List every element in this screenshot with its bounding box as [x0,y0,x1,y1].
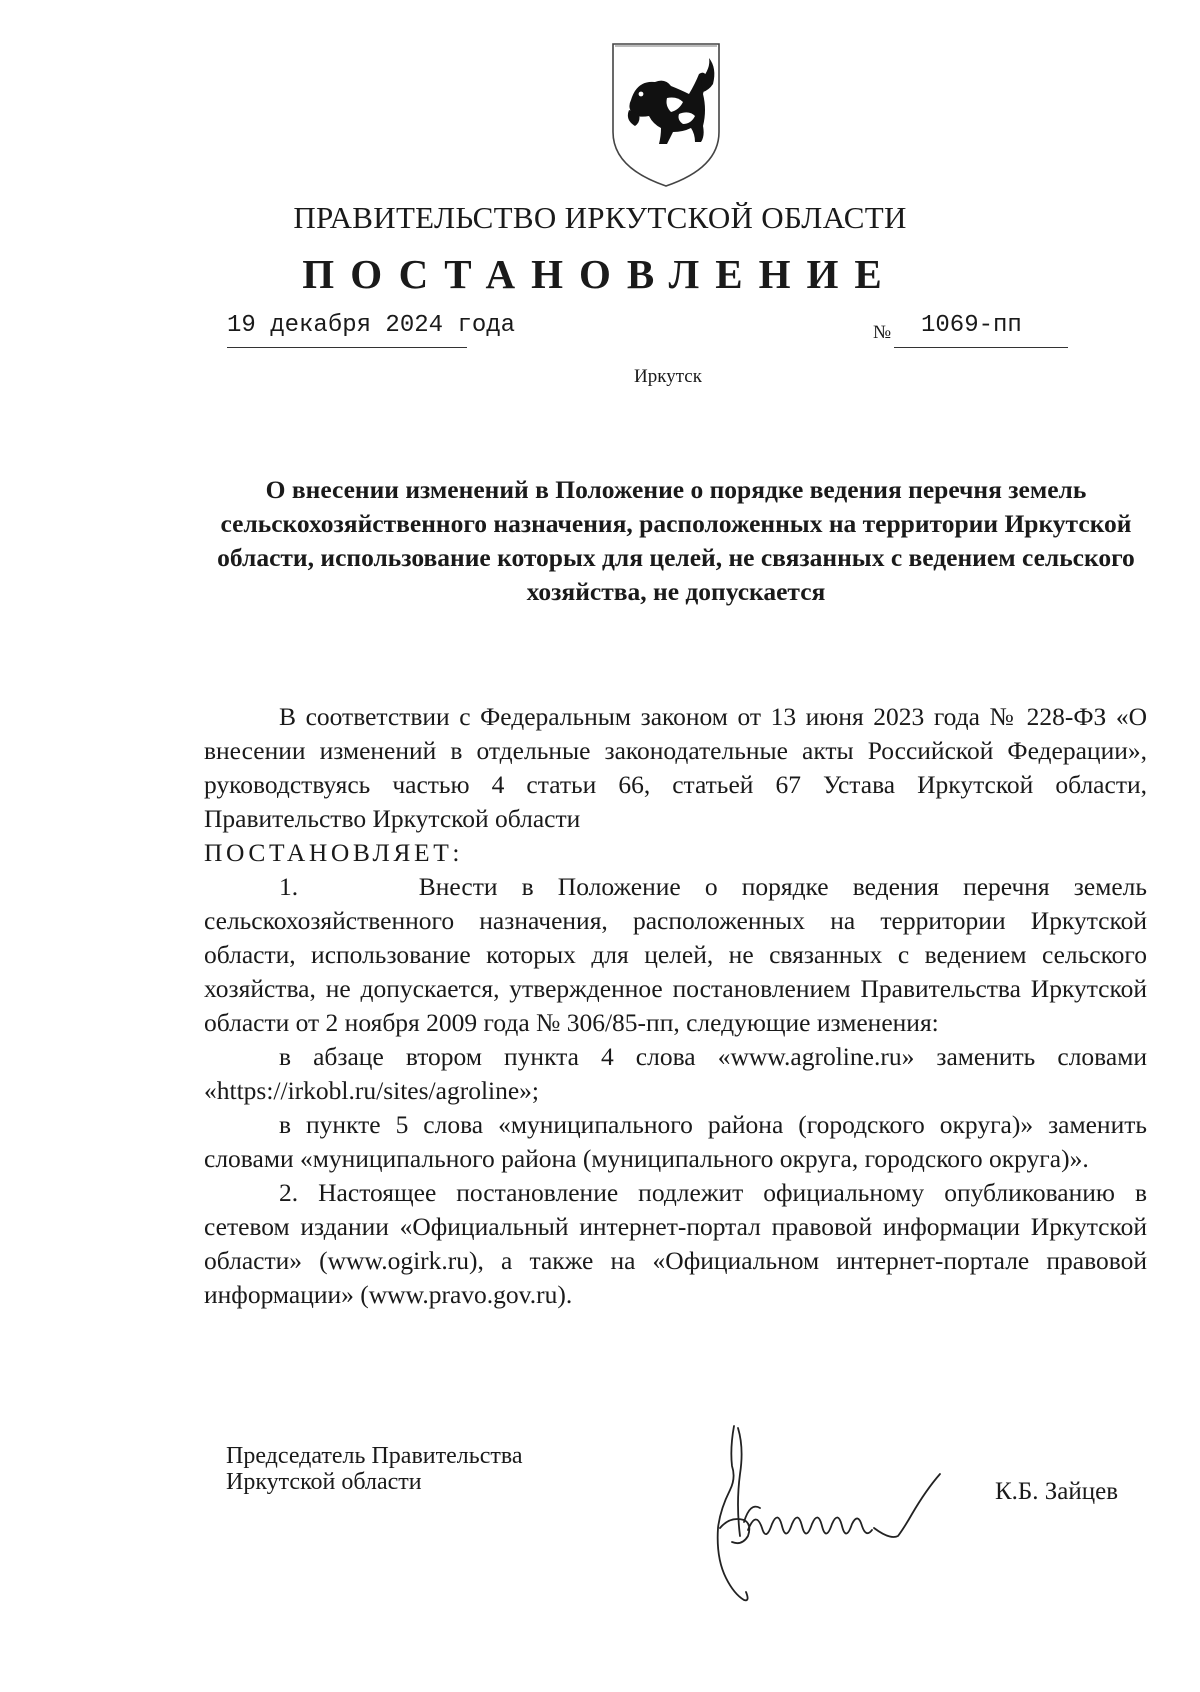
document-title: О внесении изменений в Положение о порядке ведения перечня земель сельскохозяйственного назначения, расположенных на территории Иркутской области, использование которых для целей, не связанных с ведением сельского хозяйства, не допускается [217,475,1135,606]
number-underline [894,347,1068,348]
handwritten-signature-icon [690,1418,960,1608]
signatory-position [226,1443,523,1495]
coat-of-arms-icon [609,40,723,190]
document-type: ПОСТАНОВЛЕНИЕ [302,251,898,297]
government-name: ПРАВИТЕЛЬСТВО ИРКУТСКОЙ ОБЛАСТИ [293,200,907,235]
signatory-position-line-2: Иркутской области [226,1469,422,1495]
document-date: 19 декабря 2024 года [227,312,516,339]
signatory-name: К.Б. Зайцев [995,1478,1119,1505]
preamble-paragraph: В соответствии с Федеральным законом от 13 июня 2023 года № 228-ФЗ «О внесении изменений в отдельные законодательные акты Российской Федерации», руководствуясь частью 4 статьи 66, статьей 67 Устава Иркутской области, Правительство Иркутской области [204,702,1147,833]
signatory-position-line-1: Председатель Правительства [226,1443,523,1469]
document-city: Иркутск [634,366,702,387]
item-1-paragraph: 1. Внести в Положение о порядке ведения перечня земель сельскохозяйственного назначения, расположенных на территории Иркутской области, использование которых для целей, не связанных с ведением сельского хозяйства, не допускается, утвержденное постановлением Правительства Иркутской области от 2 ноября 2009 года № 306/85-пп, следующие изменения: [204,872,1147,1037]
document-body [204,700,1147,1312]
number-sign: № [873,322,892,343]
change-2-paragraph: в пункте 5 слова «муниципального района (городского округа)» заменить словами «муниципального района (муниципального округа, городского округа)». [204,1110,1147,1173]
item-2-paragraph: 2. Настоящее постановление подлежит официальному опубликованию в сетевом издании «Официальный интернет-портал правовой информации Иркутской области» (www.ogirk.ru), а также на «Официальном интернет-портале правовой информации» (www.pravo.gov.ru). [204,1178,1147,1309]
document-number: 1069-пп [921,312,1022,339]
change-1-paragraph: в абзаце втором пункта 4 слова «www.agroline.ru» заменить словами «https://irkobl.ru/sites/agroline»; [204,1042,1147,1105]
resolves-heading: ПОСТАНОВЛЯЕТ: [204,838,464,867]
date-underline [227,347,467,348]
